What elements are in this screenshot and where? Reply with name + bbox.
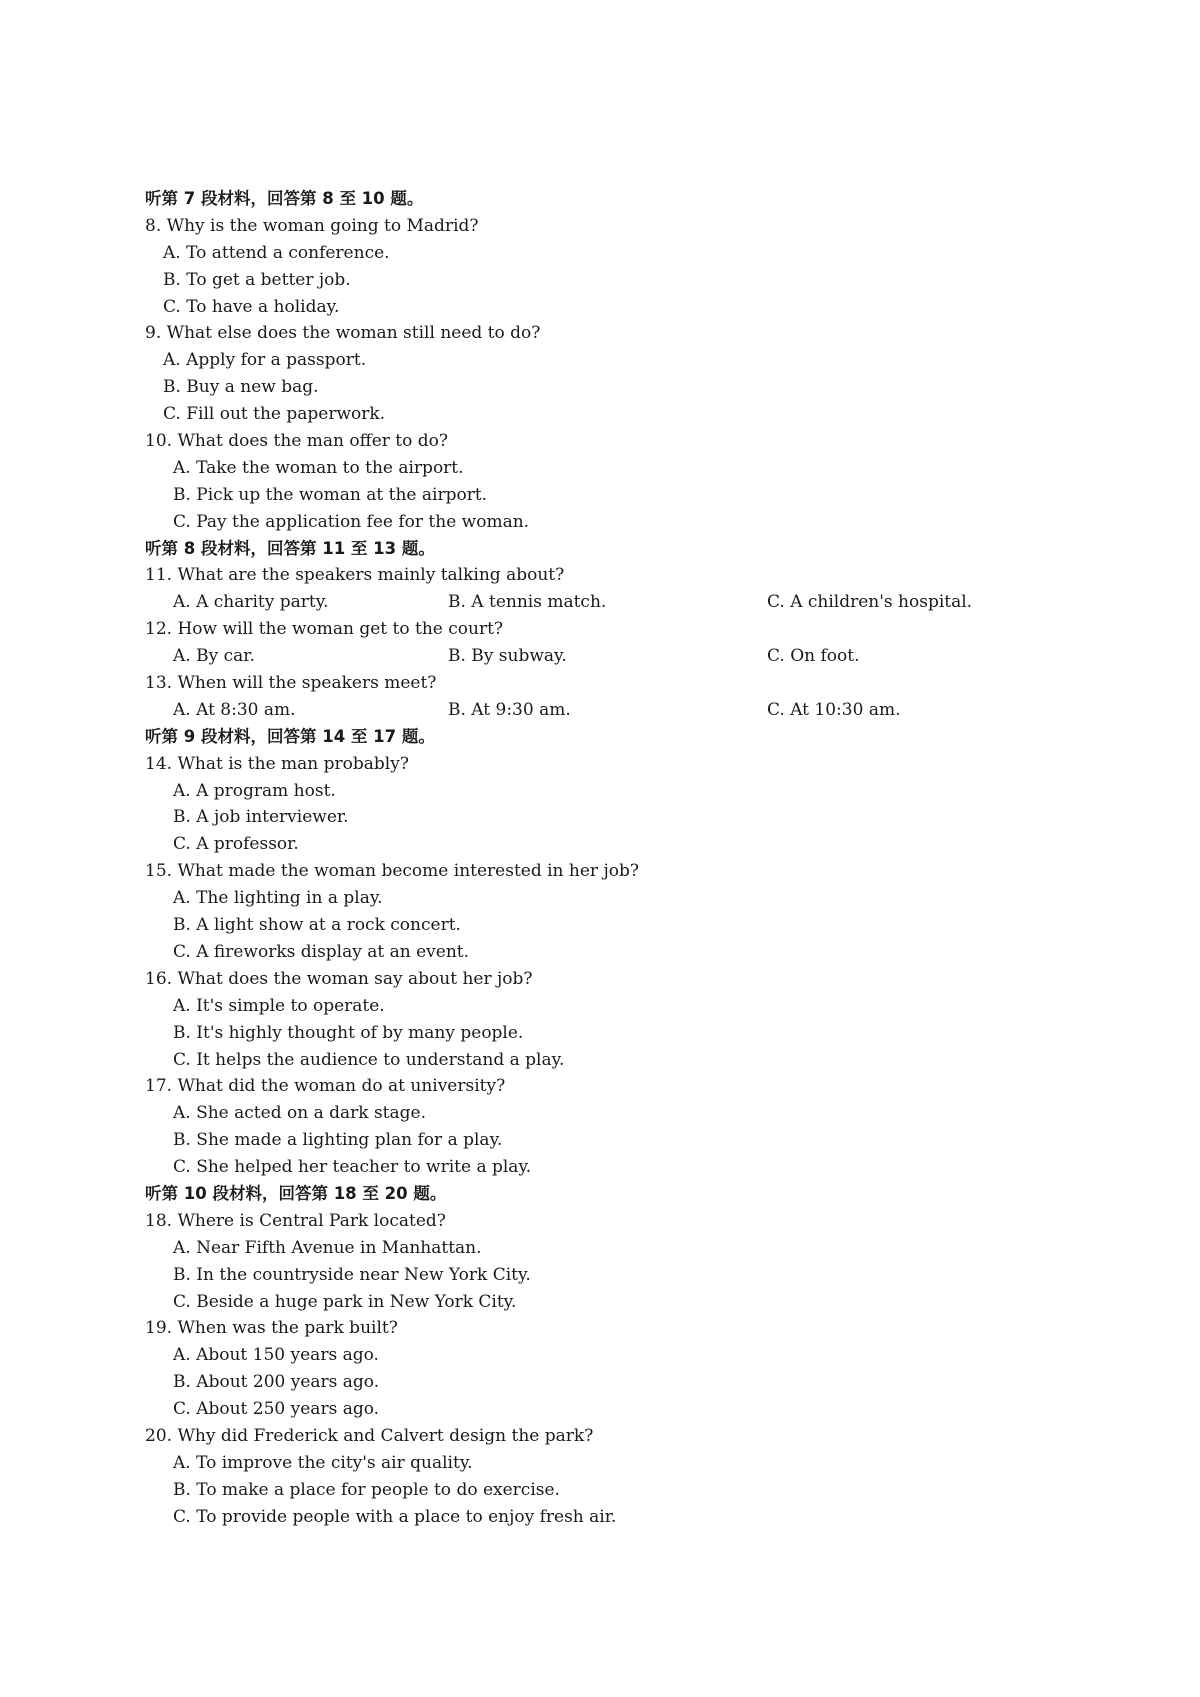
option-c: C. A professor. bbox=[173, 834, 299, 855]
question-block bbox=[145, 616, 1045, 670]
option-b: B. About 200 years ago. bbox=[173, 1372, 380, 1393]
question-block bbox=[145, 1423, 1045, 1531]
question-text: 16. What does the woman say about her job? bbox=[145, 968, 533, 989]
question-block bbox=[145, 320, 1045, 428]
section-heading: 听第 8 段材料，回答第 11 至 13 题。 bbox=[145, 538, 435, 558]
option-b: B. Pick up the woman at the airport. bbox=[173, 484, 488, 505]
question-text: 17. What did the woman do at university? bbox=[145, 1076, 506, 1097]
option-b: B. A tennis match. bbox=[448, 592, 607, 613]
option-c: C. Pay the application fee for the woman. bbox=[173, 511, 530, 532]
question-block bbox=[145, 1073, 1045, 1181]
question-text: 18. Where is Central Park located? bbox=[145, 1210, 446, 1231]
question-text: 15. What made the woman become interested in her job? bbox=[145, 861, 639, 882]
option-b: B. Buy a new bag. bbox=[163, 377, 319, 398]
section-heading: 听第 9 段材料，回答第 14 至 17 题。 bbox=[145, 726, 435, 746]
option-b: B. A light show at a rock concert. bbox=[173, 915, 461, 936]
option-a: A. It's simple to operate. bbox=[173, 995, 385, 1016]
question-block bbox=[145, 858, 1045, 966]
option-a: A. About 150 years ago. bbox=[173, 1345, 379, 1366]
question-text: 14. What is the man probably? bbox=[145, 753, 409, 774]
option-c: C. On foot. bbox=[767, 646, 860, 667]
section-heading: 听第 10 段材料，回答第 18 至 20 题。 bbox=[145, 1183, 447, 1203]
option-c: C. To have a holiday. bbox=[163, 296, 340, 317]
option-a: A. To improve the city's air quality. bbox=[173, 1452, 473, 1473]
option-a: A. The lighting in a play. bbox=[173, 888, 383, 909]
question-block bbox=[145, 213, 1045, 321]
option-c: C. It helps the audience to understand a play. bbox=[173, 1049, 565, 1070]
option-b: B. She made a lighting plan for a play. bbox=[173, 1130, 503, 1151]
option-a: A. At 8:30 am. bbox=[173, 699, 296, 720]
option-c: C. About 250 years ago. bbox=[173, 1399, 380, 1420]
question-block bbox=[145, 1208, 1045, 1316]
question-text: 20. Why did Frederick and Calvert design the park? bbox=[145, 1425, 594, 1446]
option-a: A. She acted on a dark stage. bbox=[173, 1103, 426, 1124]
question-text: 10. What does the man offer to do? bbox=[145, 431, 448, 452]
option-b: B. In the countryside near New York City. bbox=[173, 1264, 531, 1285]
option-c: C. She helped her teacher to write a play. bbox=[173, 1157, 532, 1178]
option-b: B. A job interviewer. bbox=[173, 807, 349, 828]
option-c: C. A children's hospital. bbox=[767, 592, 973, 613]
section-heading: 听第 7 段材料，回答第 8 至 10 题。 bbox=[145, 189, 424, 208]
option-b: B. At 9:30 am. bbox=[448, 699, 571, 720]
options-row bbox=[145, 589, 1045, 616]
question-block bbox=[145, 751, 1045, 859]
option-c: C. To provide people with a place to enjoy fresh air. bbox=[173, 1506, 617, 1527]
options-row bbox=[145, 697, 1045, 724]
option-a: A. To attend a conference. bbox=[163, 242, 390, 263]
option-c: C. Beside a huge park in New York City. bbox=[173, 1291, 517, 1312]
question-text: 9. What else does the woman still need to do? bbox=[145, 323, 541, 344]
option-b: B. By subway. bbox=[448, 646, 567, 667]
question-block bbox=[145, 966, 1045, 1074]
question-text: 13. When will the speakers meet? bbox=[145, 673, 437, 694]
question-text: 8. Why is the woman going to Madrid? bbox=[145, 215, 479, 236]
option-b: B. To make a place for people to do exercise. bbox=[173, 1479, 560, 1500]
option-a: A. Apply for a passport. bbox=[163, 350, 367, 371]
listening-section bbox=[145, 186, 1045, 1531]
question-block bbox=[145, 670, 1045, 724]
option-b: B. To get a better job. bbox=[163, 269, 351, 290]
question-block bbox=[145, 428, 1045, 536]
option-c: C. A fireworks display at an event. bbox=[173, 941, 470, 962]
option-a: A. Near Fifth Avenue in Manhattan. bbox=[173, 1237, 482, 1258]
question-text: 12. How will the woman get to the court? bbox=[145, 619, 504, 640]
question-block bbox=[145, 1315, 1045, 1423]
option-a: A. A program host. bbox=[173, 780, 336, 801]
options-row bbox=[145, 643, 1045, 670]
option-a: A. By car. bbox=[173, 646, 255, 667]
question-text: 19. When was the park built? bbox=[145, 1318, 398, 1339]
question-block bbox=[145, 562, 1045, 616]
option-c: C. Fill out the paperwork. bbox=[163, 404, 386, 425]
question-text: 11. What are the speakers mainly talking about? bbox=[145, 565, 565, 586]
option-a: A. Take the woman to the airport. bbox=[173, 457, 464, 478]
option-b: B. It's highly thought of by many people. bbox=[173, 1022, 524, 1043]
option-c: C. At 10:30 am. bbox=[767, 699, 901, 720]
option-a: A. A charity party. bbox=[173, 592, 329, 613]
